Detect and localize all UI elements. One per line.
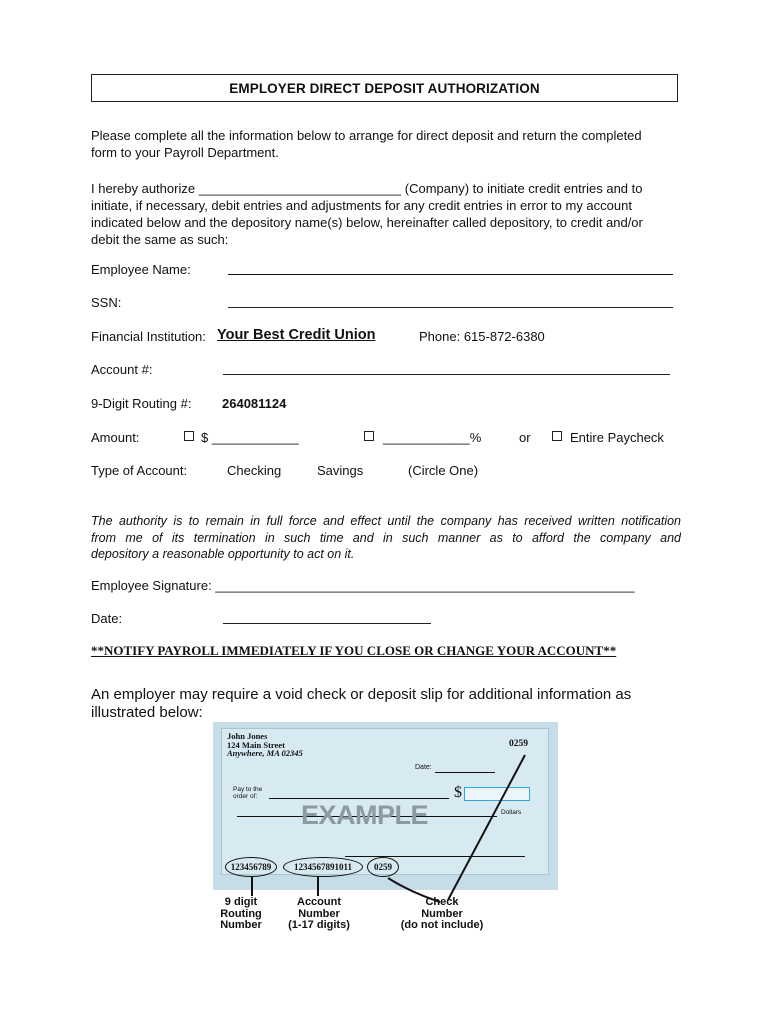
date-label: Date: [91, 611, 123, 626]
account-type-checking[interactable]: Checking [227, 463, 282, 478]
authority-line-3: depository a reasonable opportunity to act on it. [91, 547, 355, 561]
authorize-line-3: indicated below and the depository name(s) below, hereinafter called depository, to credit and/or [91, 215, 643, 230]
account-label: Account #: [91, 362, 153, 377]
callout-account-number: Account Number (1-17 digits) [288, 896, 350, 931]
callout-routing-number: 9 digit Routing Number [220, 896, 262, 931]
employee-name-label: Employee Name: [91, 262, 191, 277]
account-type-savings[interactable]: Savings [317, 463, 364, 478]
phone-number: Phone: 615-872-6380 [419, 329, 545, 344]
intro-line-2: form to your Payroll Department. [91, 145, 279, 160]
authority-line-1: The authority is to remain in full force and effect until the company has received written notification [91, 514, 681, 528]
financial-institution-name: Your Best Credit Union [217, 327, 376, 343]
check-dollars-label: Dollars [501, 809, 522, 816]
micr-check-number: 0259 [367, 857, 399, 877]
employer-note-line-2: illustrated below: [91, 704, 203, 721]
check-date-label: Date: [415, 764, 432, 771]
employee-signature-field[interactable]: Employee Signature: __________________________________________________________ [91, 578, 635, 593]
check-example-watermark: EXAMPLE [301, 800, 429, 830]
amount-percent-field[interactable]: ____________% [383, 430, 482, 445]
circle-one-note: (Circle One) [408, 463, 479, 478]
check-pay-to-label: Pay to the order of: [233, 786, 263, 800]
amount-label: Amount: [91, 430, 140, 445]
ssn-label: SSN: [91, 295, 122, 310]
intro-line-1: Please complete all the information below to arrange for direct deposit and return the completed [91, 128, 642, 143]
company-blank[interactable]: ____________________________ [198, 181, 402, 196]
amount-dollar-field[interactable]: $ ____________ [201, 430, 299, 445]
entire-paycheck-label: Entire Paycheck [570, 430, 664, 445]
check-account-holder: John Jones 124 Main Street Anywhere, MA 02345 [227, 731, 303, 758]
authorize-line-1: I hereby authorize ____________________________ (Company) to initiate credit entries and to [91, 181, 643, 196]
authorize-line-2: initiate, if necessary, debit entries and adjustments for any credit entries in error to my account [91, 198, 632, 213]
callout-check-number: Check Number (do not include) [400, 896, 484, 931]
account-type-label: Type of Account: [91, 463, 188, 478]
financial-institution-label: Financial Institution: [91, 329, 206, 344]
check-dollar-sign: $ [454, 784, 462, 801]
notify-payroll-notice: **NOTIFY PAYROLL IMMEDIATELY IF YOU CLOSE OR CHANGE YOUR ACCOUNT** [91, 643, 617, 658]
micr-account-number: 1234567891011 [283, 857, 363, 877]
routing-label: 9-Digit Routing #: [91, 396, 192, 411]
authority-line-2: from me of its termination in such time and in such manner as to afford the company and [91, 530, 681, 545]
check-number-top: 0259 [509, 739, 528, 749]
micr-routing-number: 123456789 [225, 857, 277, 877]
amount-or: or [519, 430, 531, 445]
check-number-pointer-line [448, 755, 525, 900]
routing-value: 264081124 [222, 396, 287, 411]
form-title: EMPLOYER DIRECT DEPOSIT AUTHORIZATION [91, 74, 678, 102]
authorize-line-4: debit the same as such: [91, 232, 229, 247]
employer-note-line-1: An employer may require a void check or deposit slip for additional information as [91, 686, 632, 703]
